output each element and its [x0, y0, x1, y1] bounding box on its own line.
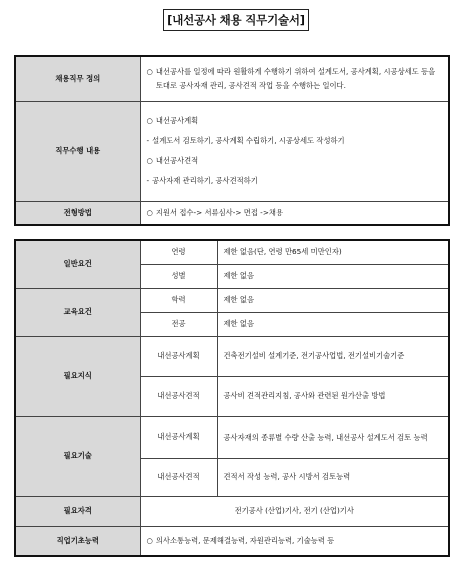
- table-row: [15, 288, 449, 312]
- cell-value: 제한 없음: [217, 288, 449, 312]
- sub-label: 내선공사견적: [140, 376, 217, 416]
- row-label-skill: 필요기술: [15, 416, 140, 496]
- cell-value: 제한 없음(단, 연령 만65세 미만인자): [217, 240, 449, 264]
- row-label-job-definition: 채용직무 정의: [15, 56, 140, 101]
- bullet-circle: ○: [146, 207, 153, 217]
- title-box: [163, 9, 309, 31]
- selection-process-text: 지원서 접수-> 서류심사-> 면접 ->채용: [155, 207, 284, 217]
- job-definition-cell: [140, 56, 449, 101]
- qualification-value: 전기공사 (산업)기사, 전기 (산업)기사: [140, 496, 449, 526]
- sub-label: 연령: [140, 240, 217, 264]
- sub-label: 전공: [140, 312, 217, 336]
- document-title: [내선공사 채용 직무기술서]: [167, 13, 305, 27]
- table-row: [15, 240, 449, 264]
- job-duties-cell: [140, 101, 449, 201]
- selection-process-cell: [140, 201, 449, 225]
- job-definition-text: 내선공사를 일정에 따라 원활하게 수행하기 위하여 설계도서, 공사계획, 시공상세도 등을 토대로 공사자재 관리, 공사견적 작업 등을 수행하는 일이다.: [155, 66, 436, 90]
- table-row: [15, 496, 449, 526]
- row-label-job-duties: 직무수행 내용: [15, 101, 140, 201]
- row-label-basic-competency: 직업기초능력: [15, 526, 140, 556]
- duty-detail: - 공사자재 관리하기, 공사견적하기: [146, 176, 258, 185]
- basic-competency-cell: [140, 526, 449, 556]
- bullet-circle: ○: [146, 66, 153, 76]
- row-label-qualification: 필요자격: [15, 496, 140, 526]
- row-label-knowledge: 필요지식: [15, 336, 140, 416]
- duty-detail: - 설계도서 검토하기, 공사계획 수립하기, 시공상세도 작성하기: [146, 136, 345, 145]
- table-row: [15, 526, 449, 556]
- table-row: [15, 101, 449, 201]
- duty-heading: ○ 내선공사계획: [146, 116, 199, 125]
- cell-value: 견적서 작성 능력, 공사 시방서 검토능력: [217, 458, 449, 496]
- table-row: [15, 201, 449, 225]
- sub-label: 내선공사계획: [140, 336, 217, 376]
- table-row: [15, 336, 449, 376]
- sub-label: 학력: [140, 288, 217, 312]
- bullet-circle: ○: [146, 535, 153, 545]
- row-label-education: 교육요건: [15, 288, 140, 336]
- cell-value: 건축전기설비 설계기준, 전기공사업법, 전기설비기술기준: [217, 336, 449, 376]
- cell-value: 공사비 견적관리지침, 공사와 관련된 원가산출 방법: [217, 376, 449, 416]
- row-label-general: 일반요건: [15, 240, 140, 288]
- basic-competency-value: 의사소통능력, 문제해결능력, 자원관리능력, 기술능력 등: [155, 535, 335, 545]
- cell-value: 제한 없음: [217, 264, 449, 288]
- sub-label: 내선공사계획: [140, 416, 217, 458]
- job-definition-table: [14, 55, 450, 226]
- requirements-table: [14, 239, 450, 557]
- duty-heading: ○ 내선공사견적: [146, 156, 199, 165]
- sub-label: 성별: [140, 264, 217, 288]
- table-row: [15, 416, 449, 458]
- cell-value: 제한 없음: [217, 312, 449, 336]
- row-label-selection-process: 전형방법: [15, 201, 140, 225]
- table-row: [15, 56, 449, 101]
- sub-label: 내선공사견적: [140, 458, 217, 496]
- cell-value: 공사자재의 종류별 수량 산출 능력, 내선공사 설계도서 검토 능력: [217, 416, 449, 458]
